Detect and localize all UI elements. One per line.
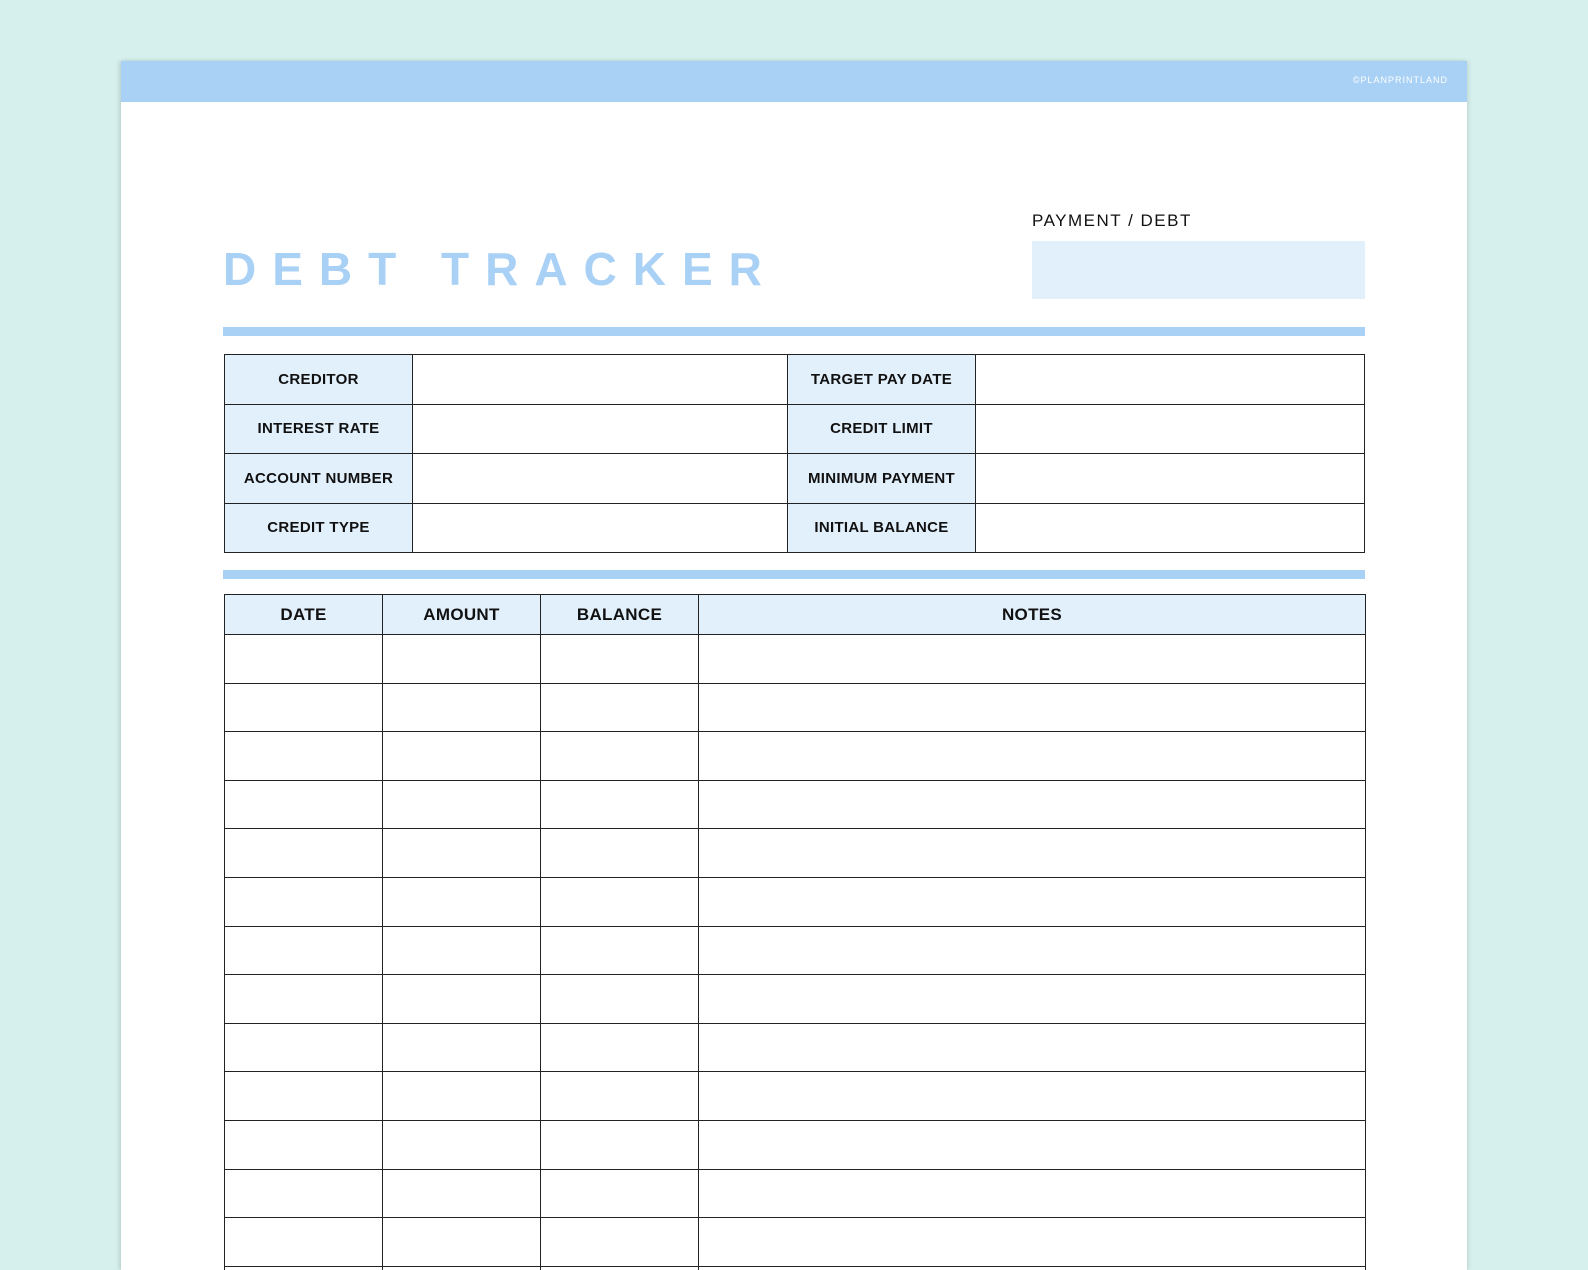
log-cell-balance[interactable] [541, 1218, 699, 1267]
log-cell-date[interactable] [225, 1218, 383, 1267]
info-label: CREDIT LIMIT [788, 404, 976, 454]
log-cell-notes[interactable] [699, 732, 1366, 781]
log-cell-notes[interactable] [699, 829, 1366, 878]
log-cell-amount[interactable] [383, 1169, 541, 1218]
column-header-amount: AMOUNT [383, 595, 541, 635]
table-row [225, 1169, 1366, 1218]
info-row [225, 454, 1365, 504]
log-cell-date[interactable] [225, 1023, 383, 1072]
table-row [225, 926, 1366, 975]
log-cell-amount[interactable] [383, 635, 541, 684]
log-cell-notes[interactable] [699, 1023, 1366, 1072]
log-cell-amount[interactable] [383, 1218, 541, 1267]
page-title: DEBT TRACKER [223, 243, 778, 295]
info-value-field[interactable] [976, 454, 1365, 504]
log-cell-notes[interactable] [699, 1120, 1366, 1169]
log-cell-notes[interactable] [699, 1072, 1366, 1121]
log-cell-amount[interactable] [383, 1120, 541, 1169]
info-label: CREDIT TYPE [225, 503, 413, 553]
log-cell-date[interactable] [225, 926, 383, 975]
log-cell-date[interactable] [225, 1120, 383, 1169]
table-row [225, 877, 1366, 926]
info-value-field[interactable] [976, 503, 1365, 553]
table-row [225, 1023, 1366, 1072]
table-row [225, 683, 1366, 732]
log-header-row [225, 595, 1366, 635]
payment-debt-field[interactable] [1032, 241, 1365, 299]
column-header-date: DATE [225, 595, 383, 635]
log-cell-date[interactable] [225, 683, 383, 732]
log-cell-amount[interactable] [383, 829, 541, 878]
header-band [121, 61, 1467, 102]
log-cell-date[interactable] [225, 1266, 383, 1270]
log-cell-notes[interactable] [699, 1169, 1366, 1218]
info-label: MINIMUM PAYMENT [788, 454, 976, 504]
log-cell-balance[interactable] [541, 1169, 699, 1218]
table-row [225, 1218, 1366, 1267]
log-cell-amount[interactable] [383, 1072, 541, 1121]
column-header-notes: NOTES [699, 595, 1366, 635]
info-label: TARGET PAY DATE [788, 355, 976, 405]
table-row [225, 1120, 1366, 1169]
log-cell-date[interactable] [225, 732, 383, 781]
log-cell-amount[interactable] [383, 732, 541, 781]
log-cell-notes[interactable] [699, 926, 1366, 975]
log-cell-balance[interactable] [541, 732, 699, 781]
log-cell-balance[interactable] [541, 926, 699, 975]
log-cell-balance[interactable] [541, 975, 699, 1024]
log-cell-date[interactable] [225, 780, 383, 829]
log-cell-date[interactable] [225, 829, 383, 878]
log-cell-balance[interactable] [541, 635, 699, 684]
log-cell-notes[interactable] [699, 683, 1366, 732]
log-cell-balance[interactable] [541, 1266, 699, 1270]
log-cell-balance[interactable] [541, 780, 699, 829]
log-cell-date[interactable] [225, 1169, 383, 1218]
log-cell-notes[interactable] [699, 780, 1366, 829]
log-cell-notes[interactable] [699, 975, 1366, 1024]
payment-debt-label: PAYMENT / DEBT [1032, 211, 1192, 230]
log-cell-amount[interactable] [383, 877, 541, 926]
log-cell-amount[interactable] [383, 1023, 541, 1072]
log-cell-balance[interactable] [541, 1023, 699, 1072]
table-row [225, 1072, 1366, 1121]
log-cell-balance[interactable] [541, 1072, 699, 1121]
info-value-field[interactable] [413, 503, 788, 553]
log-cell-date[interactable] [225, 1072, 383, 1121]
log-cell-notes[interactable] [699, 1218, 1366, 1267]
log-cell-balance[interactable] [541, 829, 699, 878]
table-row [225, 1266, 1366, 1270]
info-row [225, 355, 1365, 405]
log-cell-date[interactable] [225, 877, 383, 926]
log-cell-notes[interactable] [699, 1266, 1366, 1270]
table-row [225, 975, 1366, 1024]
info-label: INITIAL BALANCE [788, 503, 976, 553]
log-cell-balance[interactable] [541, 877, 699, 926]
log-cell-amount[interactable] [383, 1266, 541, 1270]
table-row [225, 635, 1366, 684]
debt-info-table [224, 354, 1365, 553]
log-cell-notes[interactable] [699, 877, 1366, 926]
tracker-sheet [121, 61, 1467, 1270]
log-cell-amount[interactable] [383, 683, 541, 732]
info-label: ACCOUNT NUMBER [225, 454, 413, 504]
log-cell-amount[interactable] [383, 926, 541, 975]
info-label: CREDITOR [225, 355, 413, 405]
info-row [225, 404, 1365, 454]
copyright-text: ©PLANPRINTLAND [1352, 75, 1448, 85]
info-value-field[interactable] [976, 404, 1365, 454]
info-value-field[interactable] [976, 355, 1365, 405]
payment-log-table [224, 594, 1366, 1270]
log-cell-balance[interactable] [541, 1120, 699, 1169]
log-cell-amount[interactable] [383, 975, 541, 1024]
log-cell-date[interactable] [225, 975, 383, 1024]
info-row [225, 503, 1365, 553]
divider-middle [223, 570, 1365, 579]
log-cell-date[interactable] [225, 635, 383, 684]
log-cell-amount[interactable] [383, 780, 541, 829]
divider-top [223, 327, 1365, 336]
log-cell-notes[interactable] [699, 635, 1366, 684]
table-row [225, 780, 1366, 829]
info-label: INTEREST RATE [225, 404, 413, 454]
info-value-field[interactable] [413, 355, 788, 405]
log-cell-balance[interactable] [541, 683, 699, 732]
info-value-field[interactable] [413, 454, 788, 504]
column-header-balance: BALANCE [541, 595, 699, 635]
info-value-field[interactable] [413, 404, 788, 454]
table-row [225, 732, 1366, 781]
table-row [225, 829, 1366, 878]
